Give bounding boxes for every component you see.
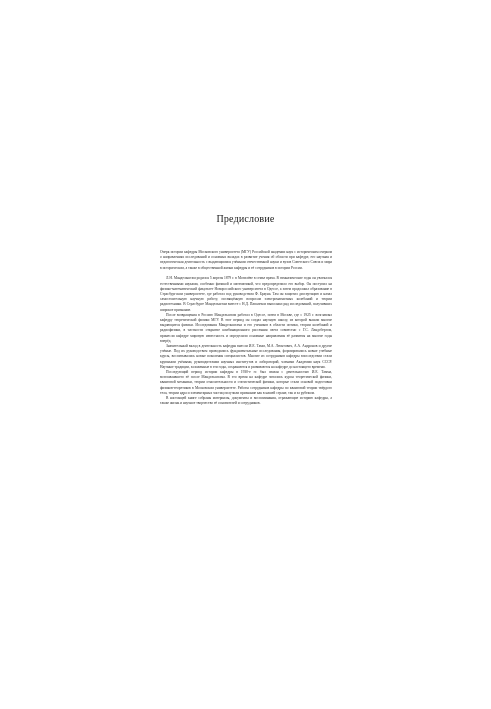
body-paragraph-5: В настоящей книге собраны материалы, документы и воспоминания, отражающие историю кафедры, а также жизнь и научное творчество её основателей и сотрудников. <box>160 395 332 406</box>
document-body <box>160 250 332 406</box>
page-title: Предисловие <box>216 214 275 225</box>
body-paragraph-4: Последующий период истории кафедры в 1930-е гг. был связан с деятельностью И.Е. Тамма, возглавлявшего её после Мандельштама. В это время на кафедре читались курсы теоретической физики, квантовой механики, теории относительности и статистической физики, которые стали основой подготовки физиков-теоретиков в Московском университете. Работы сотрудников кафедры по квантовой теории твёрдого тела, теории ядра и элементарных частиц получили признание как в нашей стране, так и за рубежом. <box>160 369 332 395</box>
intro-paragraph: Очерк истории кафедры Московского университета (МГУ) Российской академии наук с историческим очерком о направлениях исследований и основных вкладах в развитие учения об области при кафедре, его научная и педагогическая деятельность с выдающимися учёными отечественной науки и вузов Советского Союза и мира в историческом, а также в общественной жизни кафедры и её сотрудников в истории России. <box>160 250 332 270</box>
body-paragraph-3: Значительный вклад в деятельность кафедры внесли И.Е. Тамм, М.А. Леонтович, А.А. Андронов и другие учёные. Под их руководством проводились фундаментальные исследования, формировались новые учебные курсы, воспитывались новые поколения специалистов. Многие из сотрудников кафедры впоследствии стали крупными учёными, руководителями научных институтов и лабораторий, членами Академии наук СССР. Научные традиции, заложенные в эти годы, сохраняются и развиваются на кафедре до настоящего времени. <box>160 343 332 369</box>
body-paragraph-2: После возвращения в Россию Мандельштам работал в Одессе, затем в Москве, где с 1925 г. возглавлял кафедру теоретической физики МГУ. В этот период он создал научную школу, из которой вышли многие выдающиеся физики. Исследования Мандельштама и его учеников в области оптики, теории колебаний и радиофизики, в частности открытие комбинационного рассеяния света совместно с Г.С. Ландсбергом, принесли кафедре мировую известность и определили основные направления её развития на многие годы вперёд. <box>160 312 332 343</box>
body-paragraph-1: Л.Н. Мандельштам родился 5 апреля 1879 г. в Могилёве в семье врача. В гимназические годы он увлекался естественными науками, особенно физикой и математикой, что предопределило его выбор. Он поступил на физико-математический факультет Новороссийского университета в Одессе, а затем продолжил образование в Страсбургском университете, где работал под руководством Ф. Брауна. Там он защитил диссертацию и начал самостоятельную научную работу, посвящённую вопросам электромагнитных колебаний и теории радиотехники. В Страсбурге Мандельштам вместе с Н.Д. Папалекси выполнил ряд исследований, получивших широкое признание. <box>160 276 332 312</box>
